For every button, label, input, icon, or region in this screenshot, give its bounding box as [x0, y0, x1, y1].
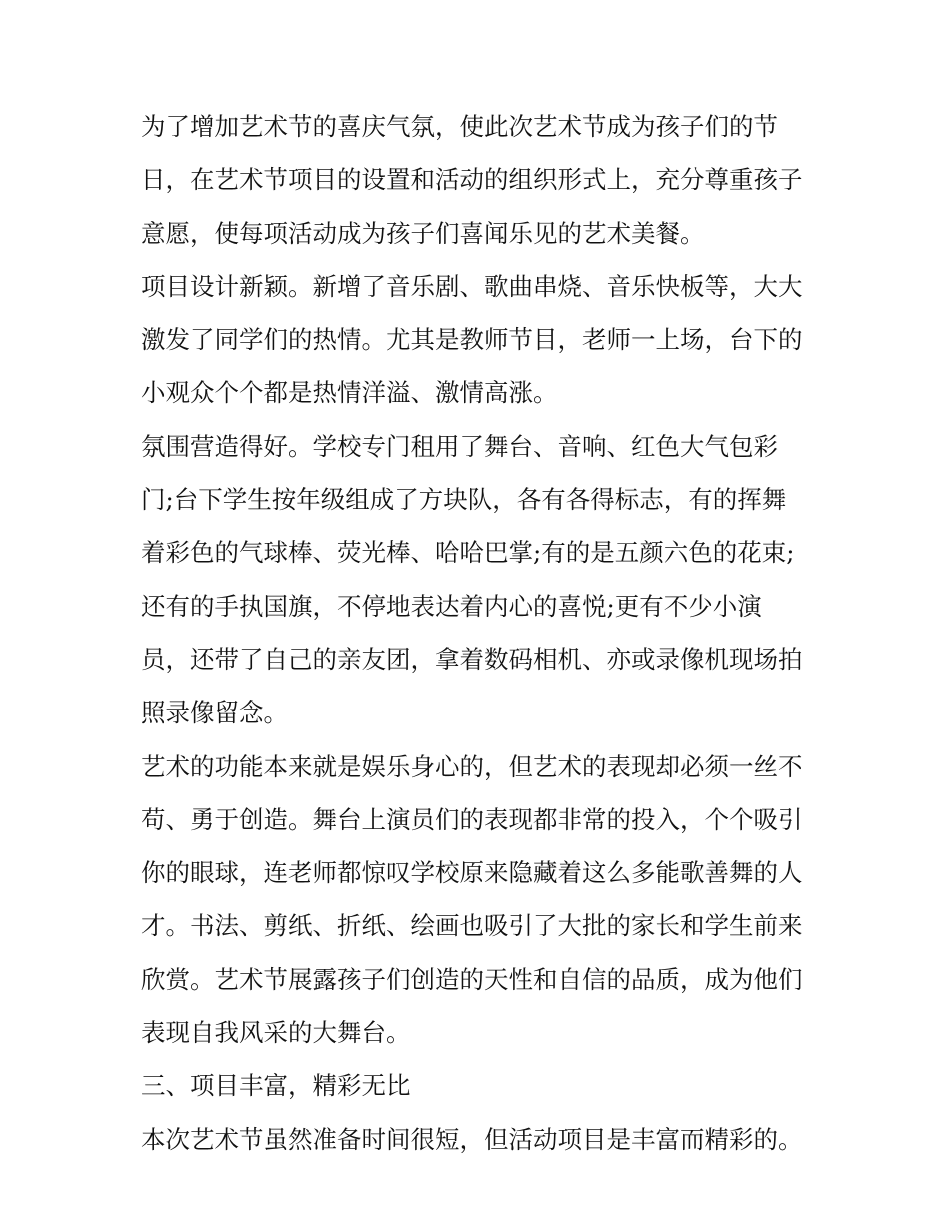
text-line-16: 才。书法、剪纸、折纸、绘画也吸引了大批的家长和学生前来 [141, 911, 803, 941]
text-line-15: 你的眼球，连老师都惊叹学校原来隐藏着这么多能歌善舞的人 [141, 858, 803, 888]
text-line-2: 日，在艺术节项目的设置和活动的组织形式上，充分尊重孩子 [141, 165, 803, 195]
text-line-8: 门;台下学生按年级组成了方块队，各有各得标志，有的挥舞 [141, 485, 787, 515]
text-line-9: 着彩色的气球棒、荧光棒、哈哈巴掌;有的是五颜六色的花束; [141, 538, 795, 568]
text-line-14: 苟、勇于创造。舞台上演员们的表现都非常的投入，个个吸引 [141, 804, 803, 834]
text-line-1: 为了增加艺术节的喜庆气氛，使此次艺术节成为孩子们的节 [141, 112, 778, 141]
text-line-3: 意愿，使每项活动成为孩子们喜闻乐见的艺术美餐。 [141, 218, 705, 248]
text-line-12: 照录像留念。 [141, 698, 288, 728]
text-line-17: 欣赏。艺术节展露孩子们创造的天性和自信的品质，成为他们 [141, 964, 803, 994]
text-line-13: 艺术的功能本来就是娱乐身心的，但艺术的表现却必须一丝不 [141, 751, 803, 781]
text-line-7: 氛围营造得好。学校专门租用了舞台、音响、红色大气包彩 [141, 431, 778, 461]
text-line-11: 员，还带了自己的亲友团，拿着数码相机、亦或录像机现场拍 [141, 644, 803, 674]
section-heading-line: 三、项目丰富，精彩无比 [141, 1071, 411, 1101]
text-line-5: 激发了同学们的热情。尤其是教师节目，老师一上场，台下的 [141, 325, 803, 355]
text-line-18: 表现自我风采的大舞台。 [141, 1018, 411, 1048]
text-line-6: 小观众个个都是热情洋溢、激情高涨。 [141, 378, 558, 408]
text-line-20: 本次艺术节虽然准备时间很短，但活动项目是丰富而精彩的。 [141, 1124, 803, 1154]
text-line-10: 还有的手执国旗，不停地表达着内心的喜悦;更有不少小演 [141, 591, 762, 621]
document-body [141, 100, 821, 1166]
text-line-4: 项目设计新颖。新增了音乐剧、歌曲串烧、音乐快板等，大大 [141, 271, 803, 301]
